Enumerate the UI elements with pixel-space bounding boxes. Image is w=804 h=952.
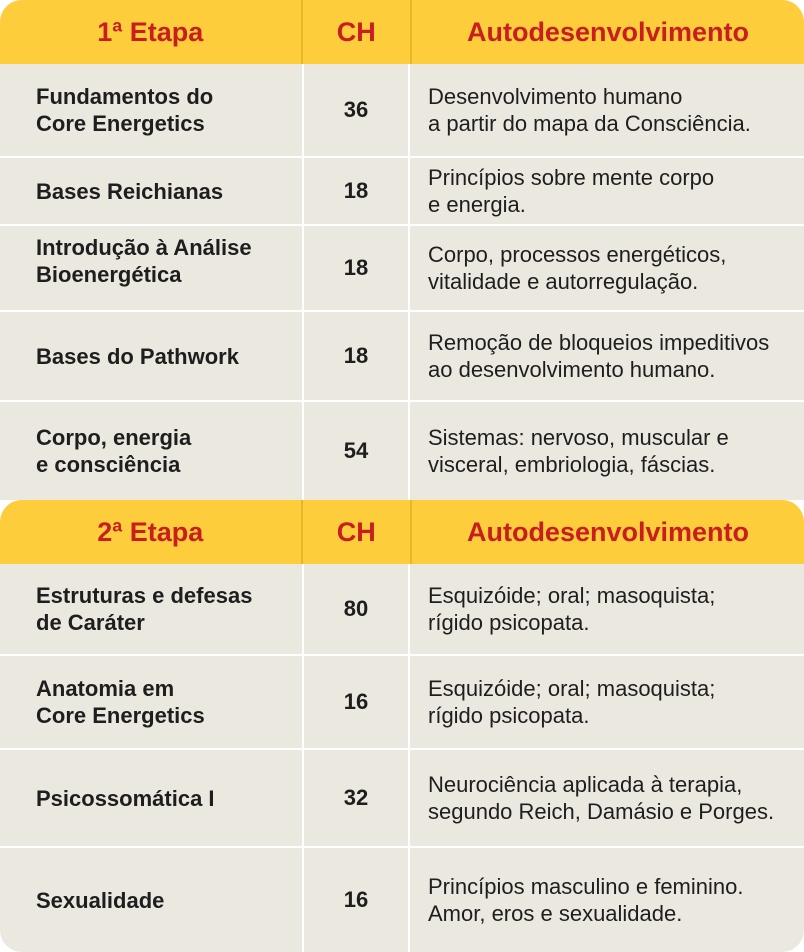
course-description (410, 750, 804, 846)
desc-line: vitalidade e autorregulação. (428, 269, 699, 294)
desc-line: e energia. (428, 192, 526, 217)
course-line: Sexualidade (36, 887, 165, 913)
desc-line: segundo Reich, Damásio e Porges. (428, 799, 775, 824)
stage-1-header (0, 0, 804, 64)
desc-line: Remoção de bloqueios impeditivos (428, 330, 770, 355)
course-name (0, 402, 302, 500)
course-description (410, 312, 804, 400)
course-line: Bases do Pathwork (36, 343, 239, 369)
course-hours: 80 (302, 564, 410, 654)
table-row (0, 312, 804, 402)
course-name (0, 564, 302, 654)
table-row (0, 64, 804, 158)
course-hours: 54 (302, 402, 410, 500)
stage-2-section (0, 500, 804, 952)
table-row (0, 402, 804, 500)
course-name (0, 656, 302, 748)
table-row (0, 564, 804, 656)
course-name (0, 750, 302, 846)
course-description (410, 402, 804, 500)
ch-header: CH (301, 0, 410, 64)
desc-line: Amor, eros e sexualidade. (428, 901, 683, 926)
course-hours: 16 (302, 848, 410, 952)
course-hours: 18 (302, 312, 410, 400)
course-description (410, 158, 804, 224)
table-row (0, 848, 804, 952)
stage-2-header (0, 500, 804, 564)
desc-line: rígido psicopata. (428, 703, 590, 728)
course-line: Corpo, energia (36, 425, 192, 450)
course-hours: 18 (302, 158, 410, 224)
course-line: de Caráter (36, 610, 145, 635)
stage-title: 1ª Etapa (97, 16, 204, 47)
course-description (410, 848, 804, 952)
stage-title: 2ª Etapa (97, 516, 204, 547)
course-name (0, 158, 302, 224)
table-row (0, 158, 804, 226)
table-row (0, 226, 804, 312)
course-line: Core Energetics (36, 703, 205, 728)
desc-line: Esquizóide; oral; masoquista; (428, 583, 716, 608)
desc-header: Autodesenvolvimento (410, 0, 804, 64)
course-name (0, 848, 302, 952)
course-description (410, 564, 804, 654)
course-line: e consciência (36, 452, 181, 477)
desc-line: Corpo, processos energéticos, (428, 242, 727, 267)
course-description (410, 226, 804, 310)
course-line: Bioenergética (36, 262, 182, 287)
course-hours: 18 (302, 226, 410, 310)
desc-line: Sistemas: nervoso, muscular e (428, 425, 729, 450)
desc-line: rígido psicopata. (428, 610, 590, 635)
desc-line: Princípios sobre mente corpo (428, 165, 715, 190)
table-row (0, 656, 804, 750)
desc-line: ao desenvolvimento humano. (428, 357, 716, 382)
table-row (0, 750, 804, 848)
course-name (0, 312, 302, 400)
course-hours: 32 (302, 750, 410, 846)
course-line: Estruturas e defesas (36, 583, 253, 608)
course-line: Core Energetics (36, 111, 205, 136)
course-line: Fundamentos do (36, 84, 214, 109)
course-description (410, 656, 804, 748)
desc-line: Esquizóide; oral; masoquista; (428, 676, 716, 701)
course-name (0, 226, 302, 310)
desc-header: Autodesenvolvimento (410, 500, 804, 564)
desc-line: Neurociência aplicada à terapia, (428, 772, 743, 797)
course-name (0, 64, 302, 156)
course-description (410, 64, 804, 156)
desc-line: Princípios masculino e feminino. (428, 874, 744, 899)
course-hours: 36 (302, 64, 410, 156)
desc-line: a partir do mapa da Consciência. (428, 111, 751, 136)
course-line: Psicossomática I (36, 785, 215, 811)
course-line: Anatomia em (36, 676, 175, 701)
course-line: Bases Reichianas (36, 178, 224, 204)
ch-header: CH (301, 500, 410, 564)
course-line: Introdução à Análise (36, 235, 252, 260)
desc-line: visceral, embriologia, fáscias. (428, 452, 716, 477)
course-hours: 16 (302, 656, 410, 748)
desc-line: Desenvolvimento humano (428, 84, 683, 109)
